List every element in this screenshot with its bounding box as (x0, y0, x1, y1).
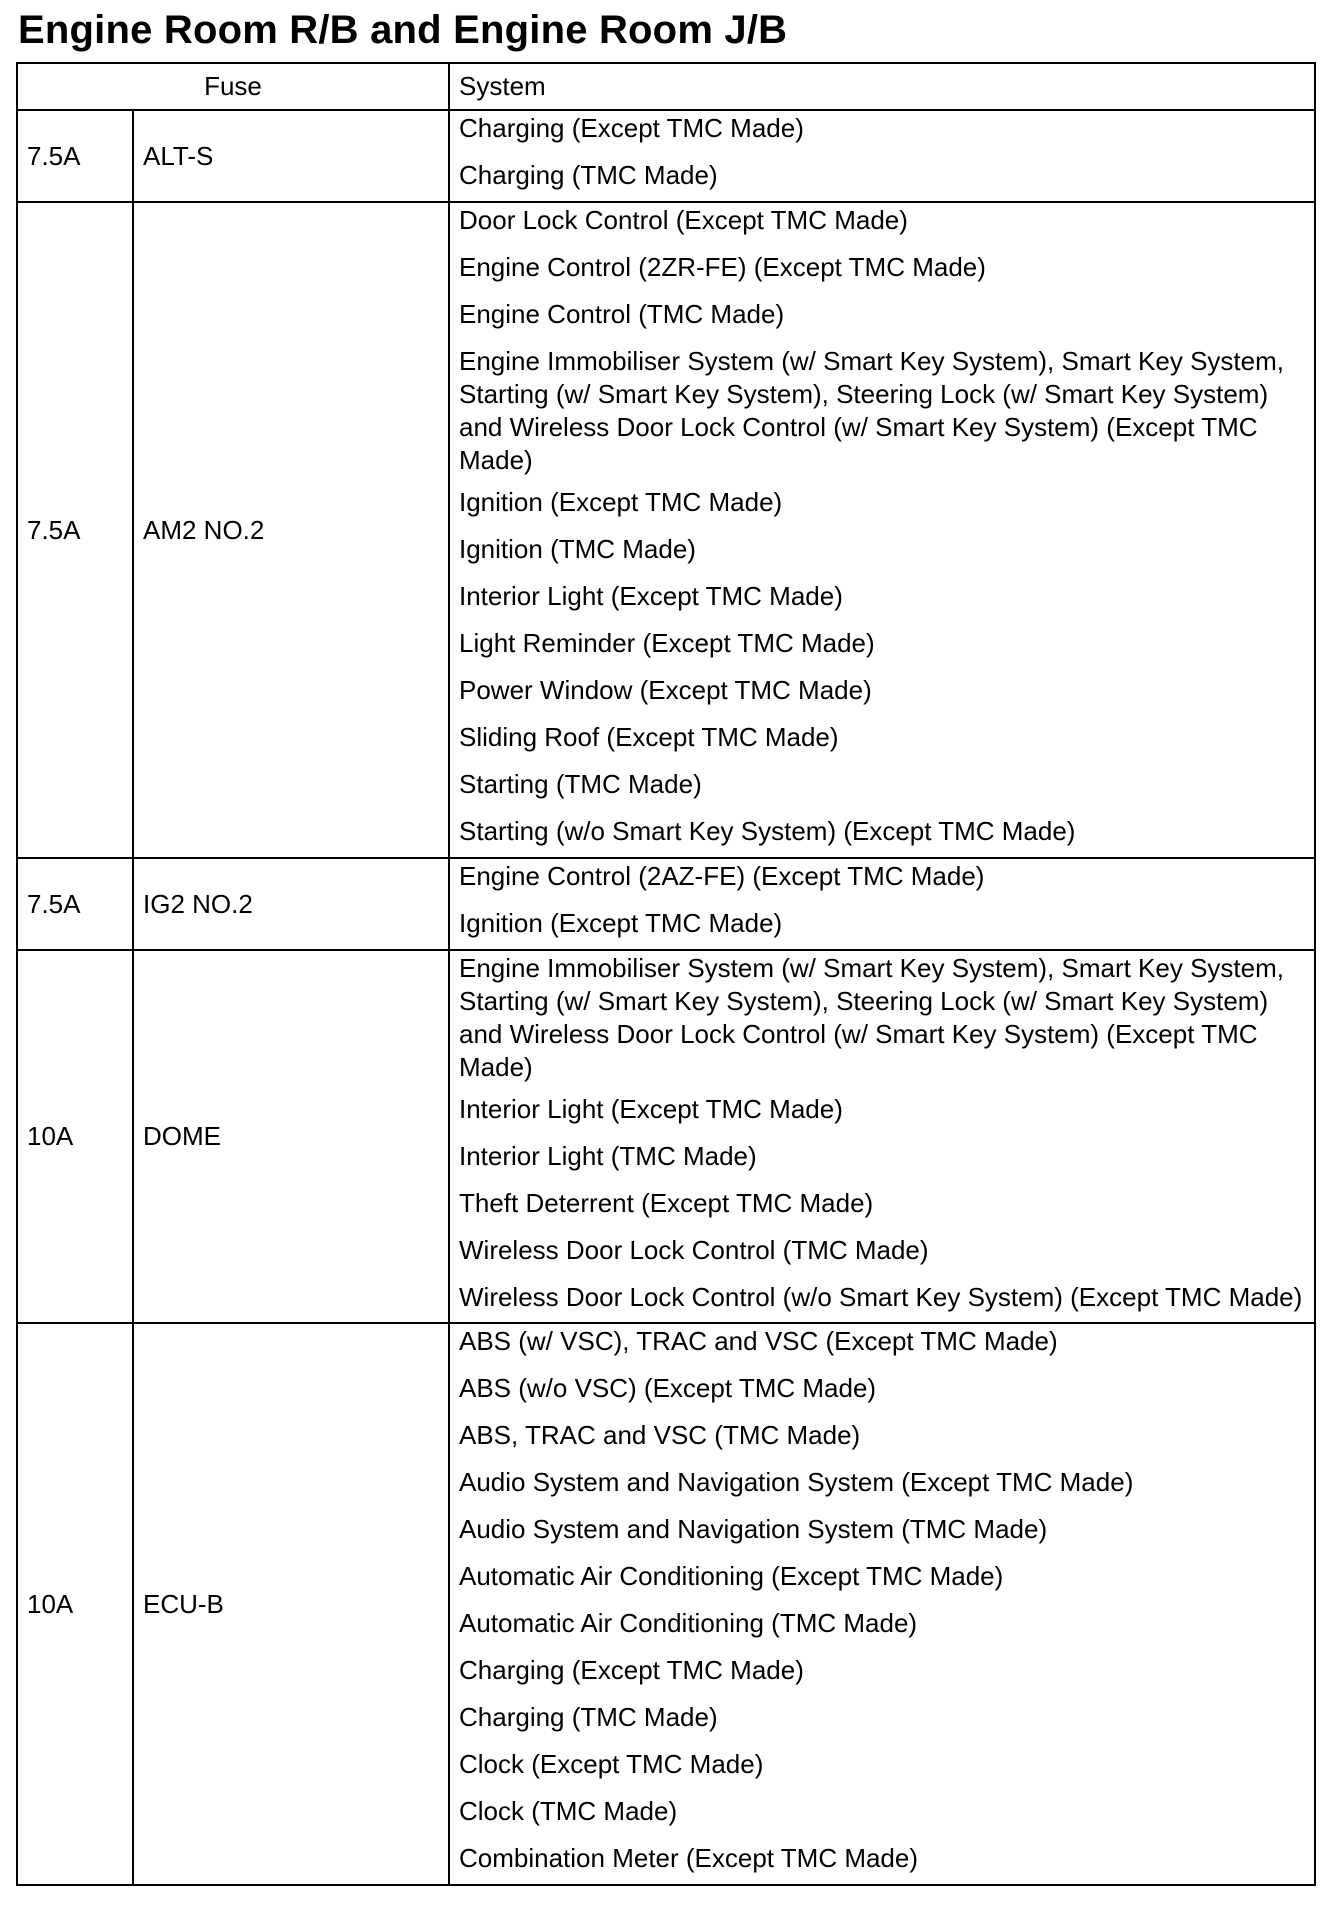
system-item: Door Lock Control (Except TMC Made) (459, 205, 908, 235)
system-item: Engine Control (TMC Made) (459, 299, 785, 329)
fuse-name: ECU-B (133, 1323, 449, 1885)
fuse-table-body (17, 110, 1315, 1885)
system-item: Clock (Except TMC Made) (459, 1749, 764, 1779)
system-item: Ignition (Except TMC Made) (459, 487, 783, 517)
fuse-amperage: 7.5A (17, 110, 133, 202)
system-item: Audio System and Navigation System (TMC Made) (459, 1514, 1048, 1544)
header-system: System (449, 63, 1315, 110)
system-item: Engine Control (2AZ-FE) (Except TMC Made) (459, 861, 985, 891)
system-item: ABS (w/ VSC), TRAC and VSC (Except TMC Made) (459, 1326, 1058, 1356)
fuse-name: DOME (133, 950, 449, 1323)
table-row (17, 1323, 1315, 1885)
fuse-amperage: 7.5A (17, 858, 133, 950)
table-row (17, 950, 1315, 1323)
system-item: Starting (w/o Smart Key System) (Except TMC Made) (459, 816, 1076, 846)
system-item: Automatic Air Conditioning (TMC Made) (459, 1608, 918, 1638)
system-list (449, 202, 1315, 858)
table-row (17, 858, 1315, 950)
system-item: Charging (TMC Made) (459, 160, 718, 190)
system-item: ABS (w/o VSC) (Except TMC Made) (459, 1373, 877, 1403)
system-item: Interior Light (TMC Made) (459, 1141, 757, 1171)
table-row (17, 202, 1315, 858)
system-item: Light Reminder (Except TMC Made) (459, 628, 875, 658)
page-title: Engine Room R/B and Engine Room J/B (18, 8, 788, 52)
system-item: Charging (Except TMC Made) (459, 113, 804, 143)
system-item: Starting (TMC Made) (459, 769, 702, 799)
system-item: Ignition (TMC Made) (459, 534, 696, 564)
fuse-amperage: 10A (17, 1323, 133, 1885)
system-list (449, 1323, 1315, 1885)
system-item: Wireless Door Lock Control (w/o Smart Key System) (Except TMC Made) (459, 1282, 1303, 1312)
system-item: Combination Meter (Except TMC Made) (459, 1843, 919, 1873)
system-item: Ignition (Except TMC Made) (459, 908, 783, 938)
table-header-row (17, 63, 1315, 110)
fuse-name: AM2 NO.2 (133, 202, 449, 858)
system-list (449, 950, 1315, 1323)
table-row (17, 110, 1315, 202)
system-item: ABS, TRAC and VSC (TMC Made) (459, 1420, 861, 1450)
system-item: Interior Light (Except TMC Made) (459, 1094, 843, 1124)
fuse-amperage: 10A (17, 950, 133, 1323)
fuse-amperage: 7.5A (17, 202, 133, 858)
system-list (449, 110, 1315, 202)
system-item: Sliding Roof (Except TMC Made) (459, 722, 839, 752)
system-list (449, 858, 1315, 950)
system-item: Charging (TMC Made) (459, 1702, 718, 1732)
system-item: Automatic Air Conditioning (Except TMC Made) (459, 1561, 1004, 1591)
system-item: Charging (Except TMC Made) (459, 1655, 804, 1685)
system-item: Power Window (Except TMC Made) (459, 675, 872, 705)
header-fuse: Fuse (17, 63, 449, 110)
fuse-name: ALT-S (133, 110, 449, 202)
fuse-table (16, 62, 1316, 1886)
system-item: Engine Immobiliser System (w/ Smart Key System), Smart Key System, Starting (w/ Smart Key System), Steering Lock (w/ Smart Key System) and Wireless Door Lock Control (w/ Smart Key System) (Except TMC Made) (459, 346, 1284, 475)
system-item: Interior Light (Except TMC Made) (459, 581, 843, 611)
system-item: Wireless Door Lock Control (TMC Made) (459, 1235, 929, 1265)
fuse-name: IG2 NO.2 (133, 858, 449, 950)
system-item: Engine Immobiliser System (w/ Smart Key System), Smart Key System, Starting (w/ Smart Key System), Steering Lock (w/ Smart Key System) and Wireless Door Lock Control (w/ Smart Key System) (Except TMC Made) (459, 953, 1284, 1082)
system-item: Engine Control (2ZR-FE) (Except TMC Made) (459, 252, 986, 282)
system-item: Audio System and Navigation System (Except TMC Made) (459, 1467, 1134, 1497)
system-item: Clock (TMC Made) (459, 1796, 678, 1826)
system-item: Theft Deterrent (Except TMC Made) (459, 1188, 874, 1218)
